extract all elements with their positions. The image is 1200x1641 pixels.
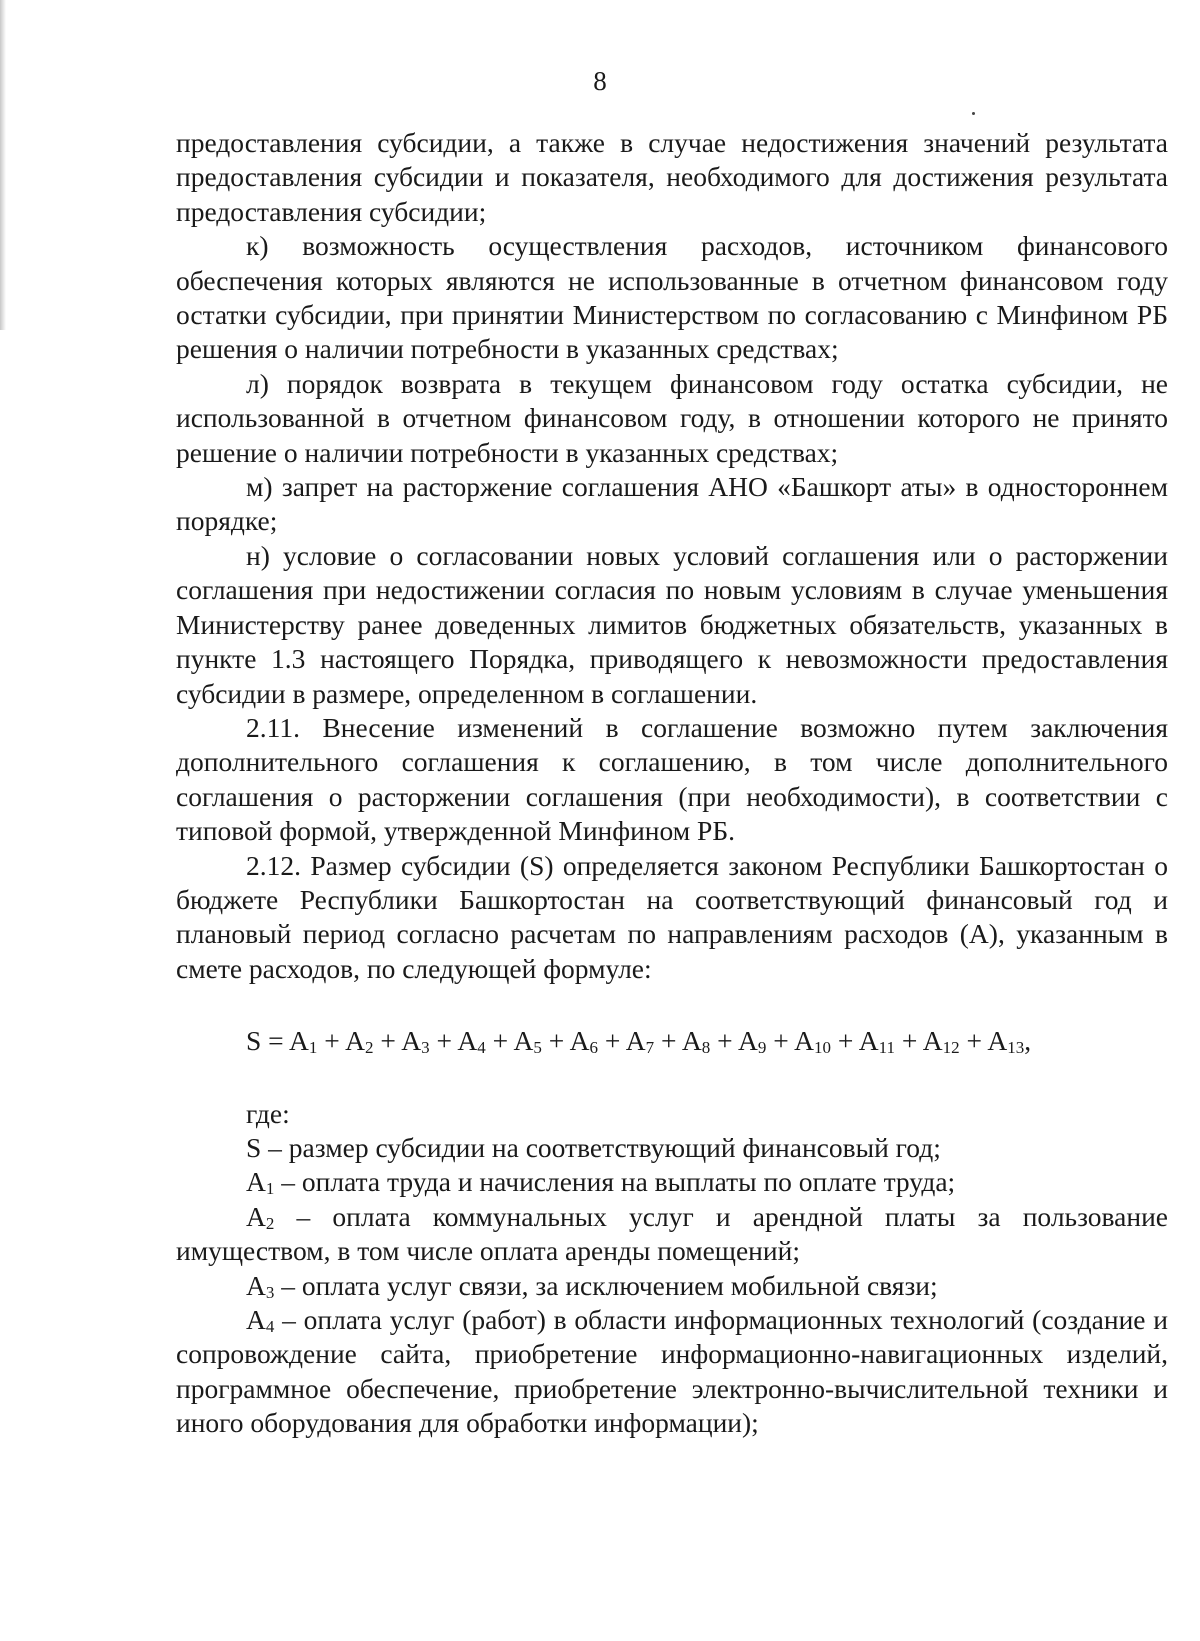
definitions-list [176, 1131, 1168, 1441]
definition-text: – оплата услуг (работ) в области информационных технологий (создание и сопровождение сайта, приобретение информационно-навигационных изделий, программное обеспечение, приобретение электронно-вычислительной техники и иного оборудования для обработки информации); [176, 1304, 1168, 1439]
formula-plus: + [598, 1025, 626, 1057]
formula-plus: + [654, 1025, 682, 1057]
formula-term-a8: $A_8$ [681, 1025, 711, 1058]
formula-plus: + [959, 1025, 988, 1057]
definition-text: – оплата коммунальных услуг и арендной платы за пользование имуществом, в том числе оплата аренды помещений; [176, 1200, 1168, 1267]
formula-term-a5: $A_5$ [513, 1025, 542, 1058]
paragraph-k: к) возможность осуществления расходов, источником финансового обеспечения которых являются не использованные в отчетном финансовом году остатки субсидии, при принятии Министерством по согласованию с Минфином РБ решения о наличии потребности в указанных средствах; [176, 230, 1168, 365]
formula-plus: + [317, 1025, 346, 1057]
formula-lhs: S [246, 1025, 262, 1057]
document-body [176, 126, 1168, 1441]
formula-plus: + [429, 1025, 458, 1057]
paragraph-2-11: 2.11. Внесение изменений в соглашение возможно путем заключения дополнительного соглашения к соглашению, в том числе дополнительного соглашения о расторжении соглашения (при необходимости), в соответствии с типовой формой, утвержденной Минфином РБ. [176, 711, 1168, 847]
definition-item [176, 1200, 1168, 1269]
definitions-intro: где: [246, 1097, 290, 1129]
formula-plus: + [766, 1025, 795, 1057]
formula-term-a6: $A_6$ [569, 1025, 599, 1058]
formula-term-a11: $A_{11}$ [858, 1025, 896, 1058]
subsidy-formula [246, 1024, 1168, 1058]
definition-symbol: $A_4$ [246, 1304, 275, 1336]
formula-plus: + [831, 1025, 859, 1057]
definition-symbol: S [246, 1131, 262, 1163]
definition-symbol: $A_3$ [246, 1269, 275, 1302]
definition-item [176, 1131, 1168, 1165]
formula-equals: = [261, 1025, 290, 1057]
definition-text: – размер субсидии на соответствующий финансовый год; [261, 1131, 941, 1163]
paragraph-l: л) порядок возврата в текущем финансовом году остатка субсидии, не использованной в отчетном финансовом году, в отношении которого не принято решение о наличии потребности в указанных средствах; [176, 367, 1168, 468]
formula-term-a12: $A_{12}$ [922, 1025, 960, 1058]
formula-term-a1: $A_1$ [289, 1025, 318, 1058]
formula-term-a10: $A_{10}$ [794, 1025, 832, 1058]
formula-term-a3: $A_3$ [401, 1025, 430, 1058]
formula-term-a4: $A_4$ [457, 1025, 486, 1058]
formula-terms [289, 1025, 1024, 1056]
paragraph-m: м) запрет на расторжение соглашения АНО «Башкорт аты» в одностороннем порядке; [176, 471, 1168, 537]
paragraph-0: предоставления субсидии, а также в случае недостижения значений результата предоставления субсидии и показателя, необходимого для достижения результата предоставления субсидии; [176, 127, 1168, 227]
page-number: 8 [593, 66, 607, 96]
formula-plus: + [485, 1025, 514, 1057]
scan-edge-shadow [0, 0, 6, 330]
definition-text: – оплата услуг связи, за исключением мобильной связи; [274, 1269, 938, 1301]
definition-item [176, 1303, 1168, 1441]
formula-plus: + [373, 1025, 402, 1057]
formula-plus: + [710, 1025, 739, 1057]
definition-symbol: $A_1$ [246, 1166, 275, 1199]
definition-symbol: $A_2$ [246, 1200, 275, 1233]
scan-dot [972, 112, 975, 115]
paragraph-2-12: 2.12. Размер субсидии (S) определяется законом Республики Башкортостан о бюджете Республики Башкортостан на соответствующий финансовый год и плановый период согласно расчетам по направлениям расходов (A), указанным в смете расходов, по следующей формуле: [176, 849, 1168, 984]
paragraph-n: н) условие о согласовании новых условий соглашения или о расторжении соглашения при недостижении согласия по новым условиям в случае уменьшения Министерству ранее доведенных лимитов бюджетных обязательств, указанных в пункте 1.3 настоящего Порядка, приводящего к невозможности предоставления субсидии в размере, определенном в соглашении. [176, 539, 1168, 709]
definition-item [176, 1165, 1168, 1199]
definition-item [176, 1269, 1168, 1303]
formula-term-a2: $A_2$ [345, 1025, 374, 1058]
definition-text: – оплата труда и начисления на выплаты по оплате труда; [274, 1166, 956, 1198]
formula-plus: + [895, 1025, 923, 1057]
formula-term-a9: $A_9$ [738, 1025, 767, 1058]
formula-term-a7: $A_7$ [625, 1025, 655, 1058]
formula-term-a13: $A_{13}$ [987, 1025, 1025, 1058]
formula-tail: , [1024, 1025, 1032, 1057]
formula-plus: + [541, 1025, 570, 1057]
